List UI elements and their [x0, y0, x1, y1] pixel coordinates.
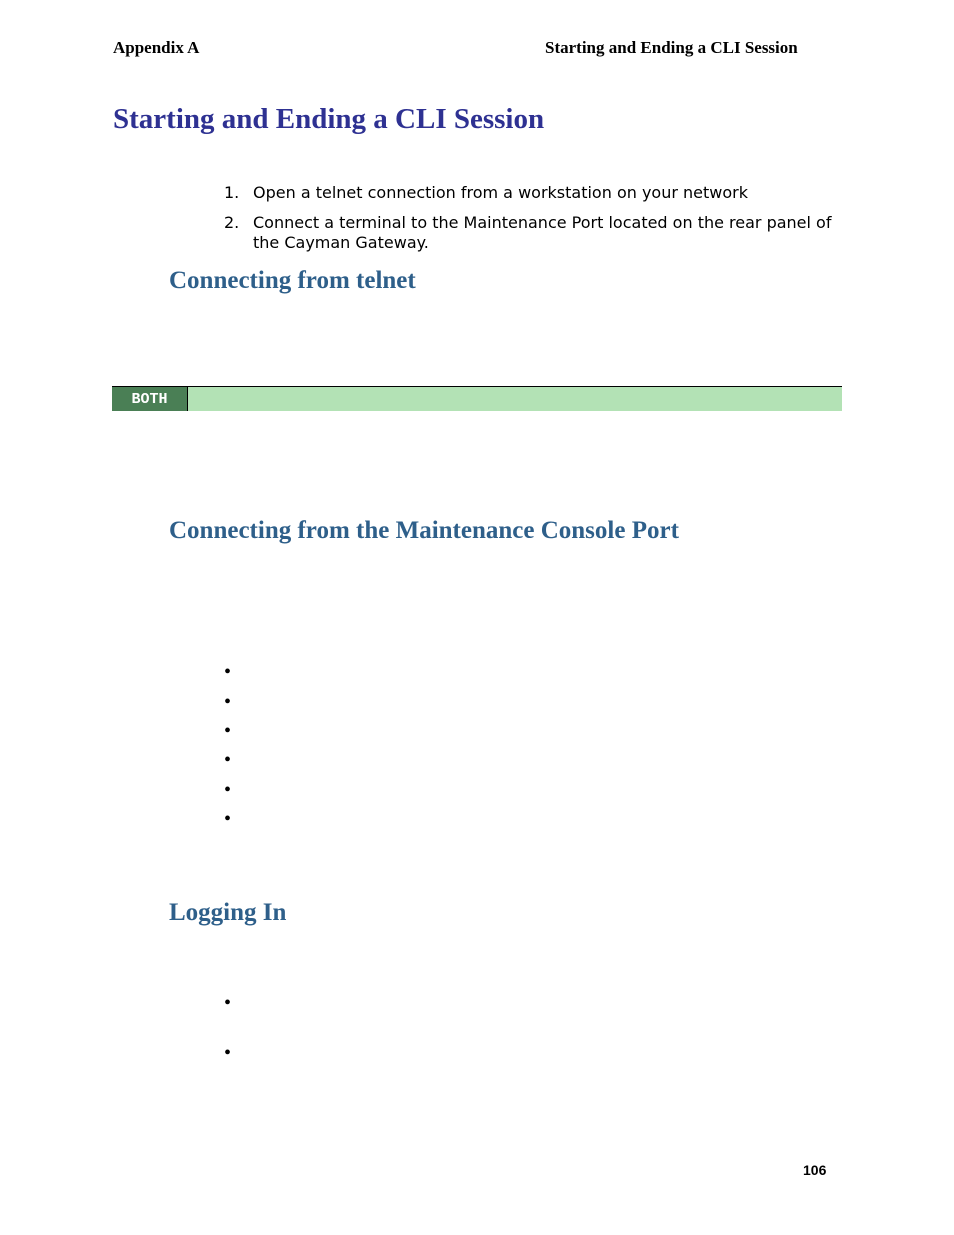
running-header-right: Starting and Ending a CLI Session	[545, 38, 798, 57]
bullet-marker: •	[224, 808, 232, 830]
step-number: 1.	[224, 183, 240, 202]
bullet-marker: •	[224, 749, 232, 771]
bullet-marker: •	[224, 1042, 232, 1064]
bullet-marker: •	[224, 720, 232, 742]
bullet-marker: •	[224, 779, 232, 801]
bullet-marker: •	[224, 992, 232, 1014]
mode-tag: BOTH	[112, 387, 188, 411]
step-text: Open a telnet connection from a workstation on your network	[253, 183, 748, 202]
section-heading-console: Connecting from the Maintenance Console Port	[169, 517, 679, 544]
section-heading-telnet: Connecting from telnet	[169, 267, 416, 294]
mode-banner	[112, 386, 842, 411]
page-title: Starting and Ending a CLI Session	[113, 103, 545, 135]
step-number: 2.	[224, 213, 240, 232]
page-number: 106	[803, 1162, 827, 1178]
bullet-marker: •	[224, 691, 232, 713]
running-header-left: Appendix A	[113, 38, 200, 57]
bullet-marker: •	[224, 661, 232, 683]
step-text: Connect a terminal to the Maintenance Port located on the rear panel of the Cayman Gateway.	[253, 213, 832, 252]
section-heading-login: Logging In	[169, 899, 287, 926]
